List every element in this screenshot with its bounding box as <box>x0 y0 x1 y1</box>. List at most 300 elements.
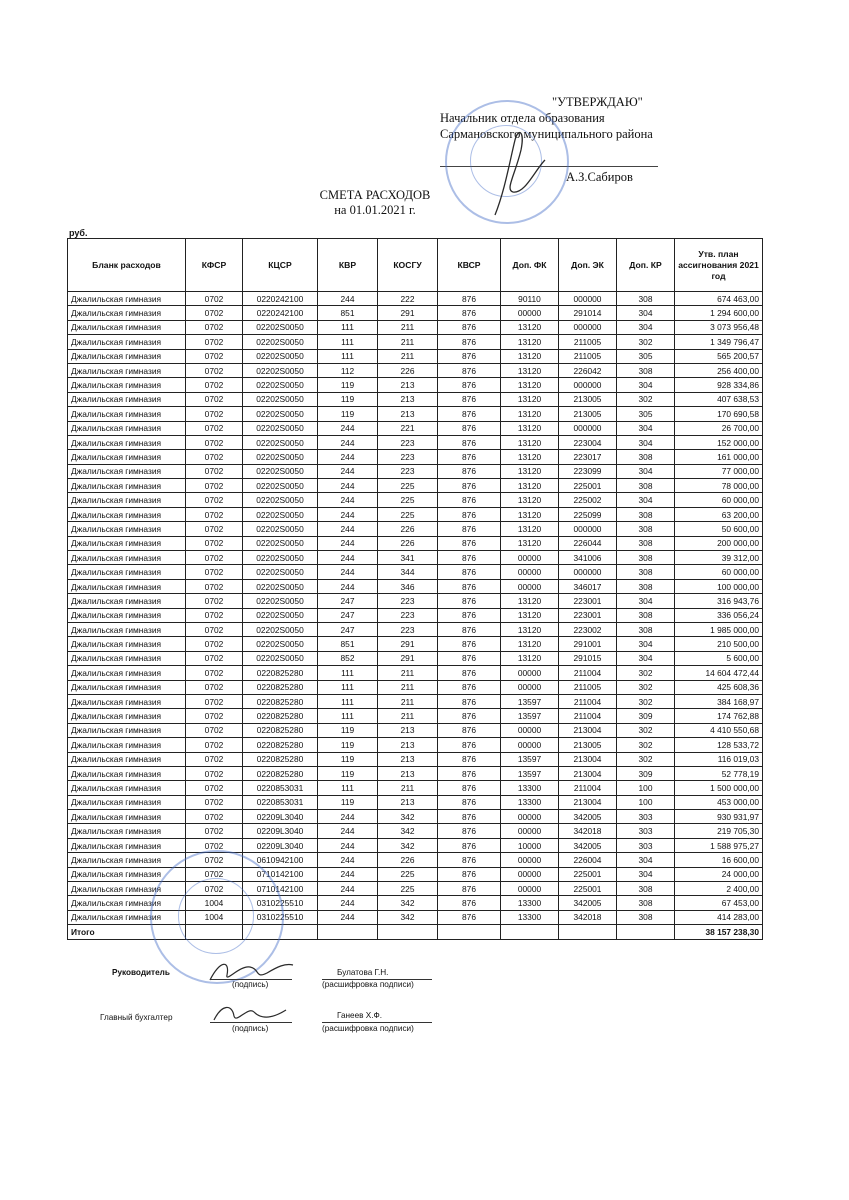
table-cell: 0702 <box>186 594 243 608</box>
amount-cell: 930 931,97 <box>675 810 763 824</box>
table-cell: 225 <box>378 479 438 493</box>
table-cell: 0702 <box>186 637 243 651</box>
amount-cell: 1 500 000,00 <box>675 781 763 795</box>
table-cell: 223004 <box>559 435 617 449</box>
expense-name-cell: Джалильская гимназия <box>68 579 186 593</box>
table-cell: 303 <box>617 838 675 852</box>
amount-cell: 2 400,00 <box>675 882 763 896</box>
table-cell: 304 <box>617 637 675 651</box>
table-cell: 00000 <box>501 579 559 593</box>
amount-cell: 425 608,36 <box>675 680 763 694</box>
table-cell: 223017 <box>559 450 617 464</box>
table-cell: 000000 <box>559 292 617 306</box>
table-cell: 0702 <box>186 292 243 306</box>
table-cell: 0220825280 <box>243 709 318 723</box>
table-cell: 213004 <box>559 752 617 766</box>
table-cell: 308 <box>617 479 675 493</box>
table-cell: 0702 <box>186 435 243 449</box>
amount-cell: 16 600,00 <box>675 853 763 867</box>
table-cell: 876 <box>438 363 501 377</box>
column-header: КФСР <box>186 239 243 292</box>
document-date: на 01.01.2021 г. <box>334 203 416 217</box>
table-cell: 308 <box>617 910 675 924</box>
table-cell: 213005 <box>559 392 617 406</box>
table-cell: 13120 <box>501 608 559 622</box>
table-row <box>68 320 763 334</box>
table-cell: 13120 <box>501 507 559 521</box>
table-cell: 876 <box>438 810 501 824</box>
expense-name-cell: Джалильская гимназия <box>68 637 186 651</box>
table-cell: 119 <box>318 752 378 766</box>
table-cell: 0710142100 <box>243 882 318 896</box>
table-cell: 13120 <box>501 421 559 435</box>
expense-name-cell: Джалильская гимназия <box>68 867 186 881</box>
expense-name-cell: Джалильская гимназия <box>68 435 186 449</box>
table-cell: 119 <box>318 723 378 737</box>
table-cell: 225001 <box>559 867 617 881</box>
table-cell: 0702 <box>186 349 243 363</box>
table-cell: 211 <box>378 709 438 723</box>
table-row <box>68 824 763 838</box>
expense-name-cell: Джалильская гимназия <box>68 651 186 665</box>
signature-icon <box>205 955 295 985</box>
total-label: Итого <box>68 925 186 939</box>
table-cell: 213 <box>378 723 438 737</box>
table-cell: 876 <box>438 551 501 565</box>
table-cell: 00000 <box>501 565 559 579</box>
table-cell: 342 <box>378 810 438 824</box>
amount-cell: 174 762,88 <box>675 709 763 723</box>
table-cell: 02202S0050 <box>243 493 318 507</box>
head-name-line <box>322 979 432 980</box>
amount-cell: 1 985 000,00 <box>675 622 763 636</box>
table-cell: 211 <box>378 335 438 349</box>
table-cell: 244 <box>318 421 378 435</box>
table-cell: 0702 <box>186 493 243 507</box>
table-cell: 211004 <box>559 709 617 723</box>
table-cell: 213005 <box>559 407 617 421</box>
expense-name-cell: Джалильская гимназия <box>68 407 186 421</box>
accountant-signature-line <box>210 1022 292 1023</box>
table-header-row <box>68 239 763 292</box>
table-cell: 90110 <box>501 292 559 306</box>
table-cell: 876 <box>438 536 501 550</box>
table-cell: 213 <box>378 738 438 752</box>
table-cell: 244 <box>318 896 378 910</box>
amount-cell: 219 705,30 <box>675 824 763 838</box>
table-cell: 02202S0050 <box>243 450 318 464</box>
amount-cell: 407 638,53 <box>675 392 763 406</box>
table-cell: 0702 <box>186 320 243 334</box>
table-cell: 0220825280 <box>243 694 318 708</box>
table-row <box>68 709 763 723</box>
accountant-label: Главный бухгалтер <box>100 1013 173 1022</box>
head-label: Руководитель <box>112 968 170 977</box>
expense-name-cell: Джалильская гимназия <box>68 493 186 507</box>
table-row <box>68 910 763 924</box>
table-row <box>68 810 763 824</box>
table-cell: 02202S0050 <box>243 507 318 521</box>
table-cell: 0702 <box>186 522 243 536</box>
table-cell: 0702 <box>186 579 243 593</box>
table-cell: 0710142100 <box>243 867 318 881</box>
table-cell: 13120 <box>501 349 559 363</box>
table-cell: 0702 <box>186 479 243 493</box>
table-row <box>68 795 763 809</box>
table-cell: 000000 <box>559 320 617 334</box>
table-cell: 119 <box>318 738 378 752</box>
table-cell: 02209L3040 <box>243 838 318 852</box>
table-cell: 0310225510 <box>243 896 318 910</box>
expense-name-cell: Джалильская гимназия <box>68 709 186 723</box>
table-cell: 211005 <box>559 335 617 349</box>
table-cell: 211 <box>378 666 438 680</box>
total-value: 38 157 238,30 <box>675 925 763 939</box>
table-cell <box>186 925 243 939</box>
table-row <box>68 507 763 521</box>
amount-cell: 453 000,00 <box>675 795 763 809</box>
table-row <box>68 292 763 306</box>
table-cell: 0702 <box>186 838 243 852</box>
expense-name-cell: Джалильская гимназия <box>68 622 186 636</box>
table-row <box>68 867 763 881</box>
expense-name-cell: Джалильская гимназия <box>68 551 186 565</box>
expense-name-cell: Джалильская гимназия <box>68 853 186 867</box>
table-cell: 0702 <box>186 608 243 622</box>
table-cell: 02202S0050 <box>243 608 318 622</box>
table-cell: 02202S0050 <box>243 536 318 550</box>
table-cell: 244 <box>318 867 378 881</box>
table-cell: 0220853031 <box>243 795 318 809</box>
table-cell: 00000 <box>501 551 559 565</box>
amount-cell: 63 200,00 <box>675 507 763 521</box>
table-row <box>68 378 763 392</box>
table-cell: 244 <box>318 493 378 507</box>
table-cell: 304 <box>617 306 675 320</box>
table-cell: 302 <box>617 666 675 680</box>
table-row <box>68 392 763 406</box>
table-cell: 876 <box>438 622 501 636</box>
table-cell: 213 <box>378 766 438 780</box>
table-cell: 876 <box>438 594 501 608</box>
amount-cell: 210 500,00 <box>675 637 763 651</box>
expense-name-cell: Джалильская гимназия <box>68 795 186 809</box>
table-cell: 0220853031 <box>243 781 318 795</box>
table-cell: 876 <box>438 867 501 881</box>
table-cell: 303 <box>617 824 675 838</box>
table-cell: 02209L3040 <box>243 810 318 824</box>
table-cell: 00000 <box>501 680 559 694</box>
table-cell: 0220825280 <box>243 723 318 737</box>
table-row <box>68 407 763 421</box>
expense-name-cell: Джалильская гимназия <box>68 363 186 377</box>
amount-cell: 50 600,00 <box>675 522 763 536</box>
table-cell: 876 <box>438 407 501 421</box>
table-row <box>68 363 763 377</box>
table-row <box>68 622 763 636</box>
amount-cell: 52 778,19 <box>675 766 763 780</box>
table-cell: 13120 <box>501 320 559 334</box>
table-cell: 304 <box>617 853 675 867</box>
table-cell: 244 <box>318 536 378 550</box>
table-cell: 225001 <box>559 882 617 896</box>
table-cell: 02202S0050 <box>243 622 318 636</box>
signature-icon <box>210 998 290 1026</box>
table-cell: 213004 <box>559 795 617 809</box>
table-cell: 302 <box>617 694 675 708</box>
amount-cell: 170 690,58 <box>675 407 763 421</box>
table-cell: 0310225510 <box>243 910 318 924</box>
table-cell: 226 <box>378 536 438 550</box>
table-cell: 876 <box>438 507 501 521</box>
expense-name-cell: Джалильская гимназия <box>68 781 186 795</box>
amount-cell: 24 000,00 <box>675 867 763 881</box>
table-cell: 342 <box>378 910 438 924</box>
expense-name-cell: Джалильская гимназия <box>68 680 186 694</box>
table-cell: 119 <box>318 407 378 421</box>
table-cell: 02202S0050 <box>243 522 318 536</box>
table-cell: 211005 <box>559 680 617 694</box>
table-cell: 100 <box>617 781 675 795</box>
table-cell: 02202S0050 <box>243 363 318 377</box>
table-cell: 02202S0050 <box>243 565 318 579</box>
amount-cell: 5 600,00 <box>675 651 763 665</box>
table-cell: 226042 <box>559 363 617 377</box>
table-cell: 225099 <box>559 507 617 521</box>
table-cell: 000000 <box>559 522 617 536</box>
table-cell: 876 <box>438 752 501 766</box>
table-cell: 225 <box>378 867 438 881</box>
table-row <box>68 738 763 752</box>
table-cell: 02202S0050 <box>243 335 318 349</box>
column-header: КОСГУ <box>378 239 438 292</box>
table-row <box>68 666 763 680</box>
amount-cell: 116 019,03 <box>675 752 763 766</box>
table-cell: 223 <box>378 622 438 636</box>
table-cell: 302 <box>617 392 675 406</box>
table-cell: 00000 <box>501 853 559 867</box>
table-cell: 211004 <box>559 694 617 708</box>
expense-name-cell: Джалильская гимназия <box>68 910 186 924</box>
table-cell: 876 <box>438 335 501 349</box>
table-cell: 00000 <box>501 867 559 881</box>
table-row <box>68 680 763 694</box>
expense-name-cell: Джалильская гимназия <box>68 536 186 550</box>
expense-name-cell: Джалильская гимназия <box>68 723 186 737</box>
table-cell: 13120 <box>501 594 559 608</box>
table-cell: 876 <box>438 292 501 306</box>
table-cell: 0702 <box>186 867 243 881</box>
expense-name-cell: Джалильская гимназия <box>68 565 186 579</box>
table-cell: 244 <box>318 435 378 449</box>
table-cell: 1004 <box>186 896 243 910</box>
table-cell: 0702 <box>186 882 243 896</box>
expense-name-cell: Джалильская гимназия <box>68 292 186 306</box>
table-cell: 119 <box>318 392 378 406</box>
amount-cell: 26 700,00 <box>675 421 763 435</box>
column-header: Бланк расходов <box>68 239 186 292</box>
expense-name-cell: Джалильская гимназия <box>68 392 186 406</box>
table-cell: 244 <box>318 838 378 852</box>
expense-name-cell: Джалильская гимназия <box>68 421 186 435</box>
amount-cell: 200 000,00 <box>675 536 763 550</box>
amount-cell: 77 000,00 <box>675 464 763 478</box>
table-cell <box>243 925 318 939</box>
table-cell: 0220825280 <box>243 752 318 766</box>
table-cell: 346 <box>378 579 438 593</box>
table-cell: 304 <box>617 464 675 478</box>
table-row <box>68 608 763 622</box>
table-cell: 13120 <box>501 536 559 550</box>
table-cell: 00000 <box>501 723 559 737</box>
table-row <box>68 464 763 478</box>
expense-name-cell: Джалильская гимназия <box>68 838 186 852</box>
table-cell: 308 <box>617 608 675 622</box>
table-cell <box>378 925 438 939</box>
table-cell: 876 <box>438 637 501 651</box>
table-cell: 308 <box>617 450 675 464</box>
table-cell: 291015 <box>559 651 617 665</box>
expense-name-cell: Джалильская гимназия <box>68 752 186 766</box>
table-cell: 02202S0050 <box>243 378 318 392</box>
table-cell: 851 <box>318 306 378 320</box>
table-cell: 000000 <box>559 378 617 392</box>
table-cell: 876 <box>438 450 501 464</box>
table-cell: 211005 <box>559 349 617 363</box>
table-cell: 13120 <box>501 622 559 636</box>
table-cell: 342005 <box>559 896 617 910</box>
table-cell: 0702 <box>186 306 243 320</box>
table-cell: 223001 <box>559 594 617 608</box>
table-cell: 0702 <box>186 507 243 521</box>
table-cell: 876 <box>438 738 501 752</box>
table-cell: 342018 <box>559 824 617 838</box>
table-cell: 13120 <box>501 464 559 478</box>
table-cell: 876 <box>438 479 501 493</box>
table-cell: 308 <box>617 551 675 565</box>
column-header: Утв. план ассигнования 2021 год <box>675 239 763 292</box>
table-cell: 342005 <box>559 810 617 824</box>
accountant-name: Ганеев Х.Ф. <box>337 1011 383 1020</box>
table-cell: 309 <box>617 766 675 780</box>
column-header: КЦСР <box>243 239 318 292</box>
table-cell: 223 <box>378 435 438 449</box>
table-cell: 876 <box>438 320 501 334</box>
table-cell: 876 <box>438 392 501 406</box>
expense-name-cell: Джалильская гимназия <box>68 320 186 334</box>
expense-name-cell: Джалильская гимназия <box>68 378 186 392</box>
column-header: КВСР <box>438 239 501 292</box>
table-cell: 00000 <box>501 824 559 838</box>
expense-name-cell: Джалильская гимназия <box>68 464 186 478</box>
accountant-sign-caption: (подпись) <box>232 1024 269 1033</box>
expense-name-cell: Джалильская гимназия <box>68 450 186 464</box>
table-cell: 13597 <box>501 752 559 766</box>
table-cell: 302 <box>617 335 675 349</box>
table-cell: 13120 <box>501 392 559 406</box>
table-cell: 876 <box>438 781 501 795</box>
table-cell: 211 <box>378 781 438 795</box>
table-cell: 0220242100 <box>243 292 318 306</box>
table-cell: 223 <box>378 464 438 478</box>
table-cell: 225002 <box>559 493 617 507</box>
table-cell: 13120 <box>501 637 559 651</box>
table-row <box>68 781 763 795</box>
table-cell: 213 <box>378 392 438 406</box>
table-cell: 0702 <box>186 335 243 349</box>
table-cell: 111 <box>318 709 378 723</box>
amount-cell: 1 349 796,47 <box>675 335 763 349</box>
amount-cell: 4 410 550,68 <box>675 723 763 737</box>
table-cell: 213004 <box>559 723 617 737</box>
table-cell: 213 <box>378 378 438 392</box>
column-header: Доп. ЭК <box>559 239 617 292</box>
table-cell: 342 <box>378 838 438 852</box>
table-cell: 13120 <box>501 479 559 493</box>
table-cell: 119 <box>318 766 378 780</box>
table-cell <box>438 925 501 939</box>
table-cell: 308 <box>617 622 675 636</box>
table-cell: 00000 <box>501 810 559 824</box>
table-cell: 1004 <box>186 910 243 924</box>
table-cell: 226 <box>378 853 438 867</box>
document-title: СМЕТА РАСХОДОВ <box>319 188 431 202</box>
table-cell: 226 <box>378 522 438 536</box>
expense-name-cell: Джалильская гимназия <box>68 666 186 680</box>
expense-name-cell: Джалильская гимназия <box>68 479 186 493</box>
table-cell: 02202S0050 <box>243 435 318 449</box>
table-cell: 223 <box>378 608 438 622</box>
head-sign-caption: (подпись) <box>232 980 269 989</box>
table-cell: 13597 <box>501 709 559 723</box>
table-cell: 876 <box>438 306 501 320</box>
table-cell: 00000 <box>501 738 559 752</box>
amount-cell: 67 453,00 <box>675 896 763 910</box>
table-row <box>68 838 763 852</box>
table-row <box>68 882 763 896</box>
table-cell: 876 <box>438 853 501 867</box>
amount-cell: 674 463,00 <box>675 292 763 306</box>
table-cell: 876 <box>438 882 501 896</box>
table-cell: 876 <box>438 838 501 852</box>
table-cell: 225 <box>378 493 438 507</box>
table-cell: 0702 <box>186 651 243 665</box>
table-cell: 0220242100 <box>243 306 318 320</box>
table-cell: 244 <box>318 910 378 924</box>
table-cell: 225 <box>378 882 438 896</box>
table-cell: 876 <box>438 709 501 723</box>
table-cell: 00000 <box>501 306 559 320</box>
table-cell: 213 <box>378 752 438 766</box>
table-cell: 0702 <box>186 694 243 708</box>
table-cell: 00000 <box>501 666 559 680</box>
column-header: Доп. КР <box>617 239 675 292</box>
expense-name-cell: Джалильская гимназия <box>68 882 186 896</box>
table-row <box>68 536 763 550</box>
table-cell: 341006 <box>559 551 617 565</box>
table-cell: 308 <box>617 292 675 306</box>
amount-cell: 1 588 975,27 <box>675 838 763 852</box>
table-cell: 0702 <box>186 622 243 636</box>
table-cell: 226004 <box>559 853 617 867</box>
table-row <box>68 450 763 464</box>
table-cell: 244 <box>318 522 378 536</box>
table-cell: 211 <box>378 320 438 334</box>
table-cell: 308 <box>617 363 675 377</box>
expense-name-cell: Джалильская гимназия <box>68 824 186 838</box>
table-cell: 0220825280 <box>243 666 318 680</box>
table-cell: 13597 <box>501 766 559 780</box>
